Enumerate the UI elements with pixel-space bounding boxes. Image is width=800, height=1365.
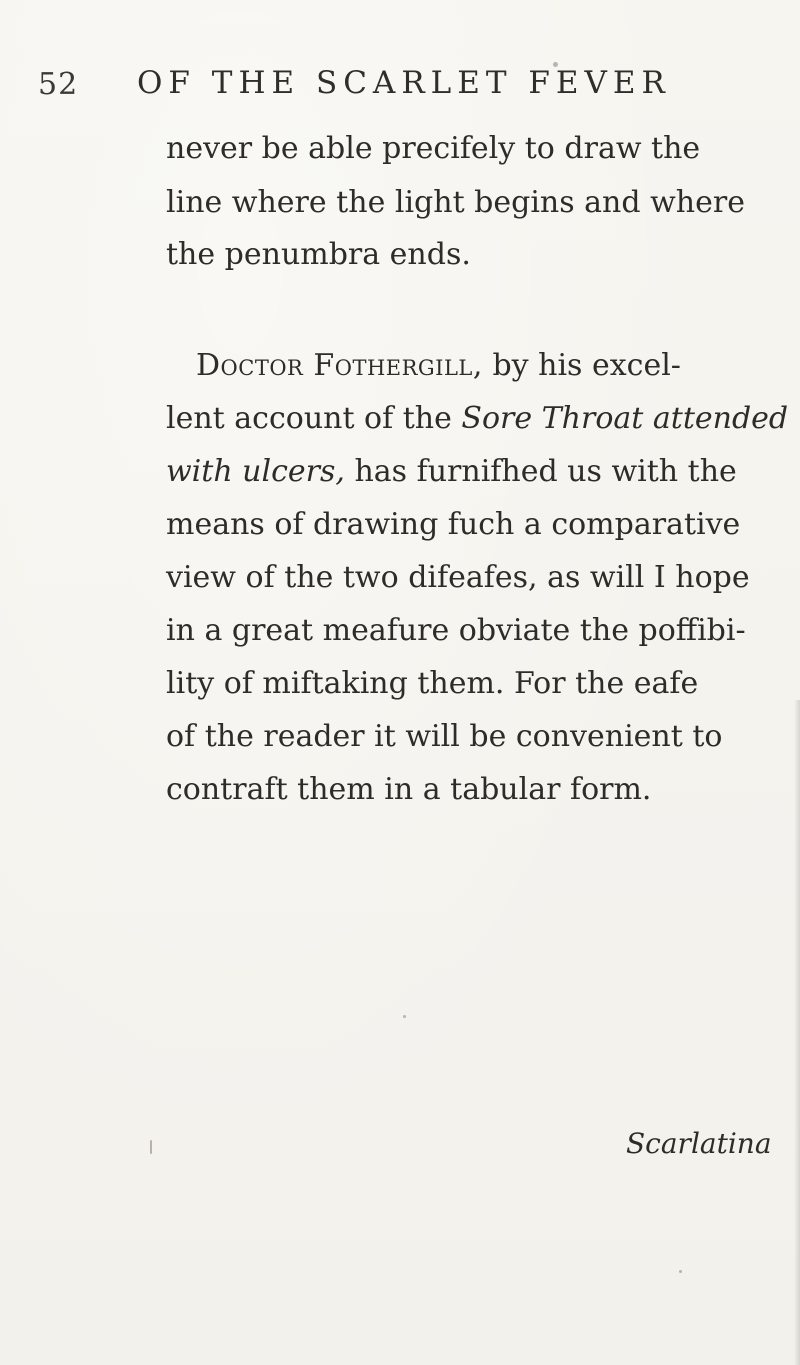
text-span: has furnifhed us with the <box>344 454 737 489</box>
text-line <box>196 348 681 383</box>
text-line: contraft them in a tabular form. <box>166 772 652 807</box>
paper-speck <box>150 1140 152 1154</box>
text-span: by his excel- <box>482 348 681 383</box>
text-line: means of drawing fuch a comparative <box>166 507 741 542</box>
paper-speck <box>553 62 558 67</box>
text-line <box>166 401 789 436</box>
text-line: view of the two difeafes, as will I hope <box>166 560 750 595</box>
page-number: 52 <box>38 67 79 102</box>
text-line: lity of miftaking them. For the eafe <box>166 666 699 701</box>
text-line: in a great meafure obviate the poffibi- <box>166 613 746 648</box>
paper-speck <box>403 1015 406 1018</box>
author-name: Doctor Fothergill, <box>196 348 483 383</box>
text-line: the penumbra ends. <box>166 237 471 272</box>
text-line: of the reader it will be convenient to <box>166 719 723 754</box>
paper-speck <box>679 1270 682 1273</box>
text-line: line where the light begins and where <box>166 185 745 220</box>
page-edge-shadow <box>794 700 800 1365</box>
book-title-continued: with ulcers, <box>166 454 345 489</box>
text-line: never be able precifely to draw the <box>166 131 701 166</box>
catchword: Scarlatina <box>626 1127 772 1160</box>
running-head: OF THE SCARLET FEVER <box>137 65 671 101</box>
text-line <box>166 454 737 489</box>
book-title: Sore Throat attended <box>461 401 789 436</box>
text-span: lent account of the <box>166 401 462 436</box>
